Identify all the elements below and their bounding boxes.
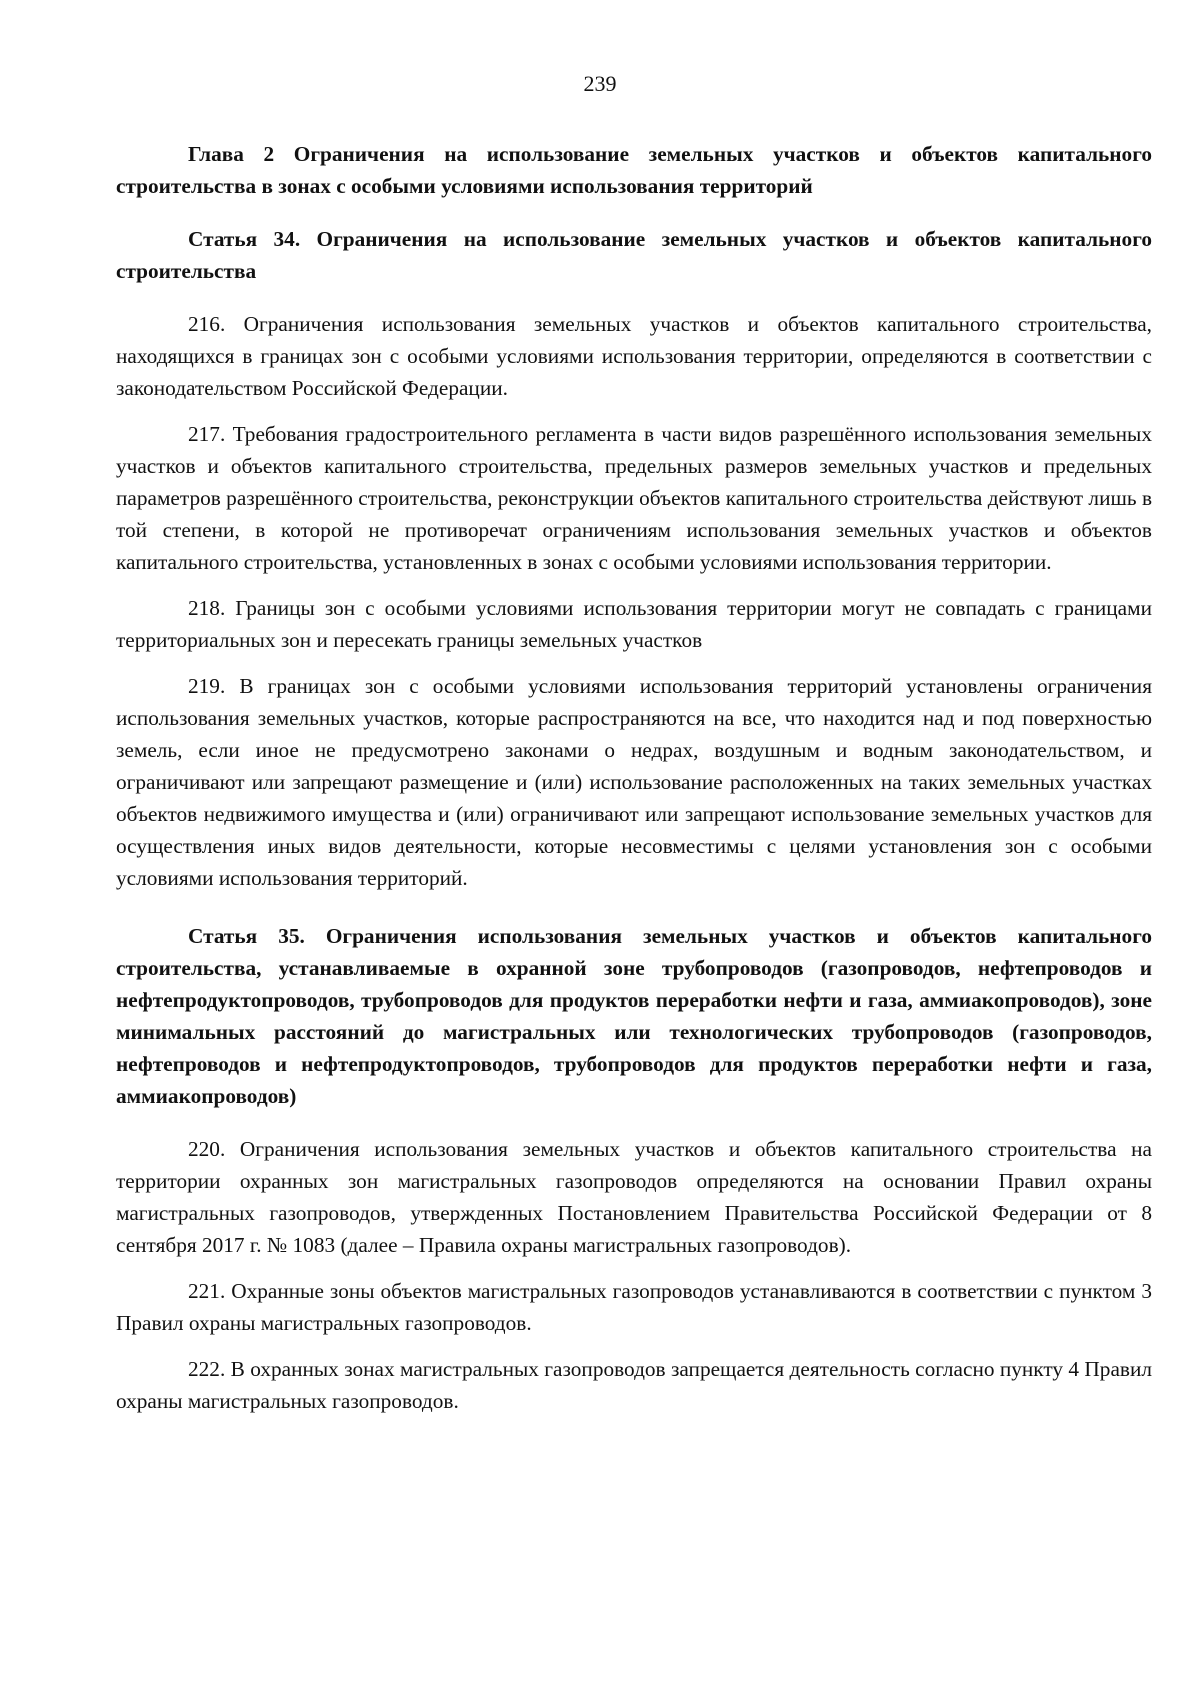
chapter-heading: Глава 2 Ограничения на использование земельных участков и объектов капитального строительства в зонах с особыми условиями использования территорий: [116, 142, 1152, 198]
page-number: 239: [583, 71, 617, 96]
paragraph-219: 219. В границах зон с особыми условиями использования территорий установлены ограничения использования земельных участков, которые распространяются на все, что находится над и под поверхностью земель, если иное не предусмотрено законами о недрах, воздушным и водным законодательством, и ограничивают или запрещают размещение и (или) использование расположенных на таких земельных участках объектов недвижимого имущества и (или) ограничивают или запрещают использование земельных участков для осуществления иных видов деятельности, которые несовместимы с целями установления зон с особыми условиями использования территорий.: [116, 674, 1152, 890]
paragraph-220: 220. Ограничения использования земельных участков и объектов капитального строительства на территории охранных зон магистральных газопроводов определяются на основании Правил охраны магистральных газопроводов, утвержденных Постановлением Правительства Российской Федерации от 8 сентября 2017 г. № 1083 (далее – Правила охраны магистральных газопроводов).: [116, 1137, 1152, 1257]
paragraph-217: 217. Требования градостроительного регламента в части видов разрешённого использования земельных участков и объектов капитального строительства, предельных размеров земельных участков и предельных параметров разрешённого строительства, реконструкции объектов капитального строительства действуют лишь в той степени, в которой не противоречат ограничениям использования земельных участков и объектов капитального строительства, установленных в зонах с особыми условиями использования территории.: [116, 422, 1152, 574]
paragraph-221: 221. Охранные зоны объектов магистральных газопроводов устанавливаются в соответствии с пунктом 3 Правил охраны магистральных газопроводов.: [116, 1279, 1152, 1335]
paragraph-216: 216. Ограничения использования земельных участков и объектов капитального строительства, находящихся в границах зон с особыми условиями использования территории, определяются в соответствии с законодательством Российской Федерации.: [116, 312, 1152, 400]
page-content: [116, 138, 1152, 1431]
paragraph-218: 218. Границы зон с особыми условиями использования территории могут не совпадать с границами территориальных зон и пересекать границы земельных участков: [116, 596, 1152, 652]
paragraph-222: 222. В охранных зонах магистральных газопроводов запрещается деятельность согласно пункту 4 Правил охраны магистральных газопроводов.: [116, 1357, 1152, 1413]
article-34-heading: Статья 34. Ограничения на использование земельных участков и объектов капитального строительства: [116, 227, 1152, 283]
article-35-heading: Статья 35. Ограничения использования земельных участков и объектов капитального строительства, устанавливаемые в охранной зоне трубопроводов (газопроводов, нефтепроводов и нефтепродуктопроводов, трубопроводов для продуктов переработки нефти и газа, аммиакопроводов), зоне минимальных расстояний до магистральных или технологических трубопроводов (газопроводов, нефтепроводов и нефтепродуктопроводов, трубопроводов для продуктов переработки нефти и газа, аммиакопроводов): [116, 924, 1152, 1108]
